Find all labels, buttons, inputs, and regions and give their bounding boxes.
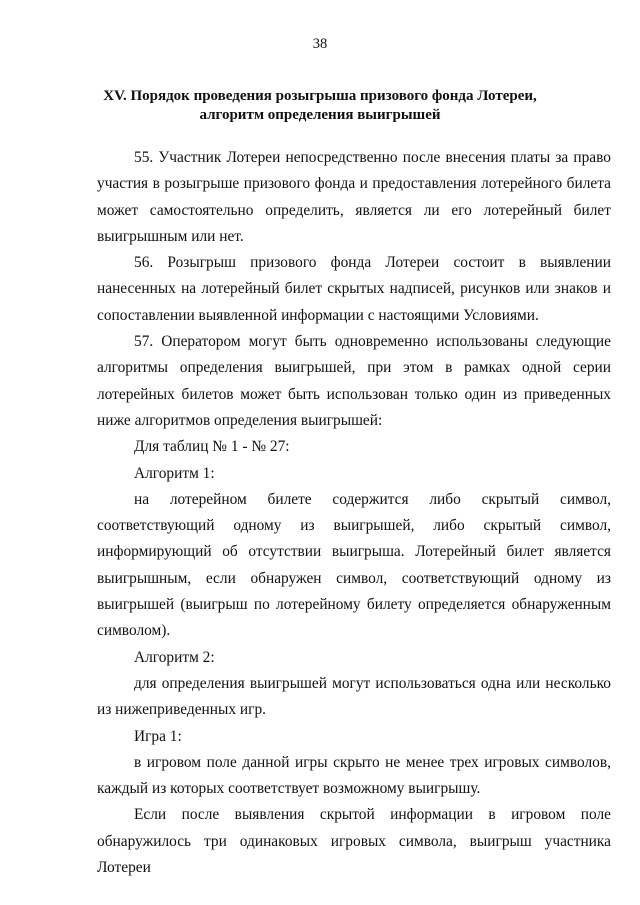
page-number: 38	[312, 36, 328, 52]
document-body	[97, 145, 611, 881]
algorithm-1-text: на лотерейном билете содержится либо скрытый символ, соответствующий одному из выигрышей, либо скрытый символ, информирующий об отсутствии выигрыша. Лотерейный билет является выигрышным, если обнаружен символ, соответствующий одному из выигрышей (выигрыш по лотерейному билету определяется обнаруженным символом).	[97, 490, 611, 640]
tables-label: Для таблиц № 1 - № 27:	[134, 438, 290, 456]
game-1-label: Игра 1:	[134, 727, 182, 745]
section-heading-line-2: алгоритм определения выигрышей	[199, 107, 441, 123]
section-heading	[60, 87, 580, 125]
section-heading-line-1: XV. Порядок проведения розыгрыша призового фонда Лотереи,	[103, 88, 537, 104]
paragraph-55: 55. Участник Лотереи непосредственно после внесения платы за право участия в розыгрыше призового фонда и предоставления лотерейного билета может самостоятельно определить, является ли его лотерейный билет выигрышным или нет.	[97, 149, 611, 245]
algorithm-2-label: Алгоритм 2:	[134, 648, 215, 666]
paragraph-57: 57. Оператором могут быть одновременно использованы следующие алгоритмы определения выигрышей, при этом в рамках одной серии лотерейных билетов может быть использован только один из приведенных ниже алгоритмов определения выигрышей:	[97, 333, 611, 429]
algorithm-2-text: для определения выигрышей могут использоваться одна или несколько из нижеприведенных игр.	[97, 674, 611, 719]
paragraph-56: 56. Розыгрыш призового фонда Лотереи состоит в выявлении нанесенных на лотерейный билет скрытых надписей, рисунков или знаков и сопоставлении выявленной информации с настоящими Условиями.	[97, 254, 611, 324]
game-1-text: в игровом поле данной игры скрыто не менее трех игровых символов, каждый из которых соответствует возможному выигрышу.	[97, 753, 611, 798]
algorithm-1-label: Алгоритм 1:	[134, 464, 215, 482]
game-1-rule-text: Если после выявления скрытой информации в игровом поле обнаружилось три одинаковых игровых символа, выигрыш участника Лотереи	[97, 806, 611, 877]
